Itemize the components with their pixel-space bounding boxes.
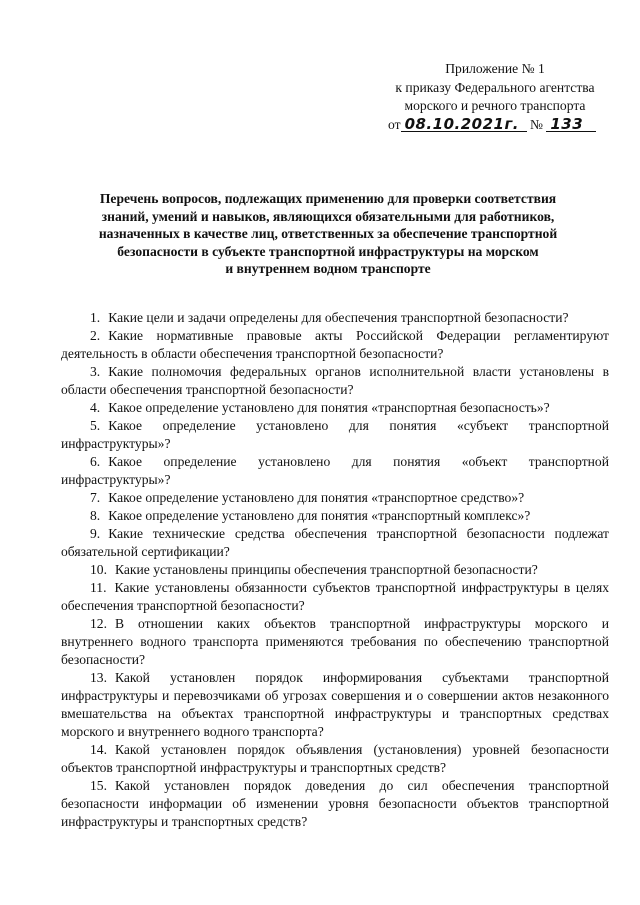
title-line-5: и внутреннем водном транспорте (225, 261, 431, 277)
question-text: Какое определение установлено для понятия «транспортная безопасность»? (108, 400, 550, 415)
date-prefix: от (388, 116, 401, 132)
question-item (61, 399, 609, 417)
question-text: Какой установлен порядок объявления (установления) уровней безопасности объектов транспортной инфраструктуры и транспортных средств? (61, 742, 609, 775)
question-number: 5. (90, 418, 101, 433)
question-item (61, 507, 609, 525)
question-text: Какой установлен порядок информирования субъектами транспортной инфраструктуры и перевозчиками об угрозах совершения и о совершении актов незаконного вмешательства на объектах транспортной инфраструктуры и транспортных средствах морского и внутреннего водного транспорта? (61, 670, 609, 739)
question-text: Какое определение установлено для понятия «транспортное средство»? (108, 490, 525, 505)
annex-agency: морского и речного транспорта (404, 98, 586, 113)
question-number: 9. (90, 526, 101, 541)
question-text: Какие цели и задачи определены для обеспечения транспортной безопасности? (108, 310, 569, 325)
question-item (61, 579, 609, 615)
annex-order-ref: к приказу Федерального агентства (395, 79, 595, 95)
title-line-1: Перечень вопросов, подлежащих применению для проверки соответствия (99, 191, 557, 206)
question-text: Какие установлены принципы обеспечения транспортной безопасности? (115, 562, 538, 577)
question-number: 4. (90, 400, 101, 415)
question-text: В отношении каких объектов транспортной инфраструктуры морского и внутреннего водного транспорта применяются требования по обеспечению транспортной безопасности? (61, 616, 609, 667)
question-number: 12. (90, 616, 107, 631)
question-number: 2. (90, 328, 101, 343)
question-number: 15. (90, 778, 107, 793)
annex-title: Приложение № 1 (445, 61, 545, 76)
question-text: Какие установлены обязанности субъектов транспортной инфраструктуры в целях обеспечения транспортной безопасности? (61, 580, 609, 613)
question-item (61, 417, 609, 453)
question-text: Какие полномочия федеральных органов исполнительной власти установлены в области обеспечения транспортной безопасности? (61, 364, 609, 397)
question-item (61, 363, 609, 399)
question-item (61, 525, 609, 561)
document-title (48, 190, 608, 278)
annex-header (380, 60, 610, 134)
question-item (61, 309, 609, 327)
question-number: 1. (90, 310, 101, 325)
question-text: Какой установлен порядок доведения до сил обеспечения транспортной безопасности информации об изменении уровня безопасности объектов транспортной инфраструктуры и транспортных средств? (61, 778, 609, 829)
question-item (61, 453, 609, 489)
question-number: 11. (90, 580, 107, 595)
question-item (61, 615, 609, 669)
question-item (61, 327, 609, 363)
question-number: 6. (90, 454, 101, 469)
question-text: Какие нормативные правовые акты Российской Федерации регламентируют деятельность в области обеспечения транспортной безопасности? (61, 328, 609, 361)
question-item (61, 489, 609, 507)
question-item (61, 777, 609, 831)
handwritten-number: 133 (546, 117, 596, 132)
question-text: Какое определение установлено для понятия «объект транспортной инфраструктуры»? (61, 454, 609, 487)
questions-list (61, 309, 609, 831)
question-item (61, 669, 609, 741)
question-item (61, 741, 609, 777)
question-item (61, 561, 609, 579)
question-number: 13. (90, 670, 107, 685)
question-text: Какое определение установлено для понятия «субъект транспортной инфраструктуры»? (61, 418, 609, 451)
question-number: 14. (90, 742, 107, 757)
question-number: 3. (90, 364, 101, 379)
title-line-4: безопасности в субъекте транспортной инфраструктуры на морском (117, 243, 539, 259)
question-text: Какое определение установлено для понятия «транспортный комплекс»? (108, 508, 531, 523)
question-number: 8. (90, 508, 101, 523)
number-prefix: № (529, 116, 543, 132)
question-text: Какие технические средства обеспечения транспортной безопасности подлежат обязательной сертификации? (61, 526, 609, 559)
question-number: 10. (90, 562, 107, 577)
title-line-2: знаний, умений и навыков, являющихся обязательными для работников, (101, 208, 555, 224)
title-line-3: назначенных в качестве лиц, ответственных за обеспечение транспортной (98, 226, 558, 242)
handwritten-date: 08.10.2021г. (401, 117, 527, 132)
question-number: 7. (90, 490, 101, 505)
annex-date-line (380, 116, 610, 135)
